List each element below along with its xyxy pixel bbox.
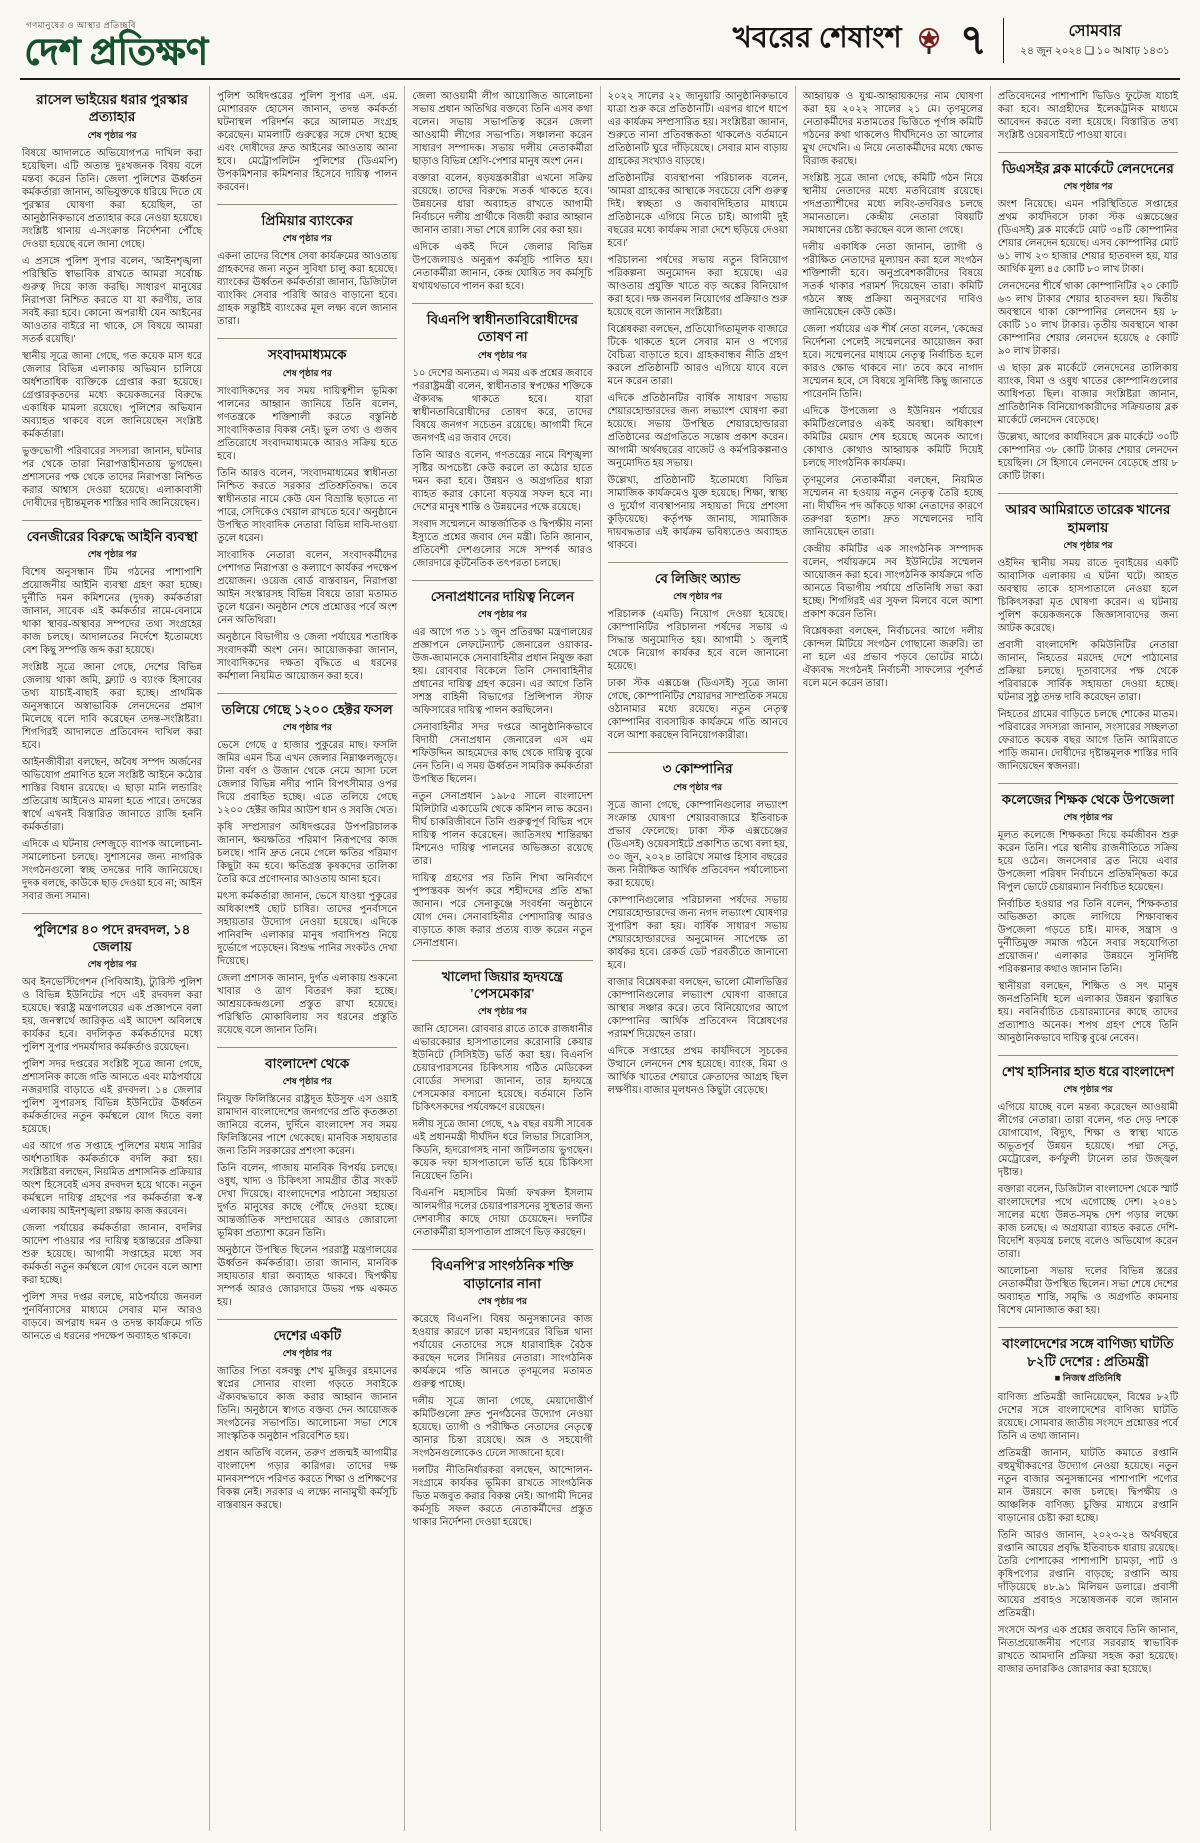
- article: [998, 493, 1178, 783]
- article-body: [217, 250, 397, 328]
- article-paragraph: দলীয় একাধিক নেতা জানান, ত্যাগী ও পরীক্ষিত নেতাদের মূল্যায়ন করা হলে সংগঠন শক্তিশালী হবে। অনুপ্রবেশকারীদের বিষয়ে সতর্ক থাকার পরামর্শ দিয়েছেন তারা। কমিটি গঠনে স্বচ্ছ প্রক্রিয়া অনুসরণের দাবিও জানিয়েছেন কেউ কেউ।: [802, 242, 983, 318]
- article-body: [998, 557, 1178, 773]
- article-body: [608, 608, 788, 742]
- article-paragraph: প্রতিমন্ত্রী জানান, ঘাটতি কমাতে রপ্তানি বহুমুখীকরণের উদ্যোগ নেওয়া হয়েছে। নতুন নতুন বাজার অনুসন্ধানের পাশাপাশি পণ্যের মান উন্নয়নে কাজ চলছে। দ্বিপক্ষীয় ও আঞ্চলিক বাণিজ্য চুক্তির মাধ্যমে রপ্তানি বাড়ানোর চেষ্টা করা হচ্ছে।: [997, 1447, 1179, 1524]
- article: [998, 1055, 1178, 1327]
- article: [998, 1327, 1178, 1686]
- continued-from-label: শেষ পৃষ্ঠার পর: [87, 548, 137, 559]
- article-body: [998, 829, 1178, 1045]
- article: [22, 520, 202, 913]
- article-paragraph: জেলা প্রশাসক জানান, দুর্গত এলাকায় শুকনো খাবার ও ত্রাণ বিতরণ করা হচ্ছে। আশ্রয়কেন্দ্রগুলো প্রস্তুত রাখা হয়েছে। পরিস্থিতি মোকাবিলায় সব ধরনের প্রস্তুতি রয়েছে বলে জানান তিনি।: [217, 972, 398, 1036]
- continued-from-label: শেষ পৃষ্ঠার পর: [282, 367, 332, 378]
- article-headline: বাংলাদেশ থেকে: [265, 1055, 350, 1071]
- article-paragraph: বিশ্লেষকরা বলছেন, প্রতিযোগিতামূলক বাজারে টিকে থাকতে হলে সেবার মান ও পণ্যের বৈচিত্র্য বাড়াতে হবে। গ্রাহকবান্ধব নীতি গ্রহণ করলে প্রতিষ্ঠানটি আরও এগিয়ে যাবে বলে মনে করেন তারা।: [607, 324, 788, 387]
- article-paragraph: তিনি আরও বলেন, 'সংবাদমাধ্যমের স্বাধীনতা নিশ্চিত করতে সরকার প্রতিশ্রুতিবদ্ধ। তবে স্বাধীনতার নামে কেউ যেন বিভ্রান্তি ছড়াতে না পারে, সেদিকেও খেয়াল রাখতে হবে।' অনুষ্ঠানে উপস্থিত সাংবাদিক নেতারা বিভিন্ন দাবি-দাওয়া তুলে ধরেন।: [217, 467, 398, 544]
- article-paragraph: বক্তারা বলেন, ডিজিটাল বাংলাদেশ থেকে স্মার্ট বাংলাদেশের পথে এগোচ্ছে দেশ। ২০৪১ সালের মধ্যে উন্নত-সমৃদ্ধ দেশ গড়ার লক্ষ্যে কাজ চলছে। এ অগ্রযাত্রা ব্যাহত করতে দেশি-বিদেশি ষড়যন্ত্র চলছে বলেও অভিযোগ করেন তারা।: [997, 1184, 1179, 1261]
- article-headline: বাংলাদেশের সঙ্গে বাণিজ্য ঘাটতি ৮২টি দেশের : প্রতিমন্ত্রী: [1002, 1336, 1174, 1369]
- article-paragraph: প্রতিবেদনের পাশাপাশি ভিডিও ফুটেজ যাচাই করা হবে। আগ্রহীদের ইলেকট্রনিক মাধ্যমে আবেদন করতে বলা হয়েছে। বিস্তারিত তথ্য সংশ্লিষ্ট ওয়েবসাইটে পাওয়া যাবে।: [997, 91, 1179, 141]
- article-paragraph: জেলা পর্যায়ের কর্মকর্তারা জানান, বদলির আদেশ পাওয়ার পর দায়িত্ব হস্তান্তরের প্রক্রিয়া শুরু হয়েছে। আগামী সপ্তাহের মধ্যে সব কর্মকর্তা নতুন কর্মস্থলে যোগ দেবেন বলে আশা করা হচ্ছে।: [22, 1223, 203, 1287]
- continued-from-label: শেষ পৃষ্ঠার পর: [477, 349, 527, 360]
- article: [608, 752, 788, 1106]
- article-paragraph: আহ্বায়ক ও যুগ্ম-আহ্বায়কদের নাম ঘোষণা করা হয় ২০২২ সালের ২১ মে। তৃণমূলের নেতাকর্মীদের মতামতের ভিত্তিতে পূর্ণাঙ্গ কমিটি গঠনের কথা থাকলেও দীর্ঘদিনেও তা আলোর মুখ দেখেনি। এ নিয়ে নেতাকর্মীদের মধ্যে ক্ষোভ বিরাজ করছে।: [802, 91, 983, 167]
- article-paragraph: জেলা আওয়ামী লীগ আয়োজিত আলোচনা সভায় প্রধান অতিথির বক্তব্যে তিনি এসব কথা বলেন। সভায় সভাপতিত্ব করেন জেলা আওয়ামী লীগের সভাপতি। সঞ্চালনা করেন সাধারণ সম্পাদক। সভায় দলীয় নেতাকর্মীরা ছাড়াও বিভিন্ন শ্রেণি-পেশার মানুষ অংশ নেন।: [412, 91, 593, 167]
- continued-from-label: শেষ পৃষ্ঠার পর: [477, 1006, 527, 1017]
- article-headline: প্রিমিয়ার ব্যাংকের: [261, 213, 353, 228]
- article: [22, 913, 202, 1354]
- article-body: [217, 1093, 397, 1309]
- article-paragraph: স্থানীয়রা বলছেন, শিক্ষিত ও সৎ মানুষ জনপ্রতিনিধি হলে এলাকার উন্নয়ন ত্বরান্বিত হয়। নবনির্বাচিত চেয়ারম্যানের কাছে তাদের প্রত্যাশাও অনেক। শপথ গ্রহণ শেষে তিনি আনুষ্ঠানিকভাবে দায়িত্ব বুঝে নেবেন।: [997, 981, 1179, 1045]
- article-paragraph: ভেসে গেছে ৫ হাজার পুকুরের মাছ। ফসলি জমির এমন চিত্র এখন জেলার নিম্নাঞ্চলজুড়ে। টানা বর্ষণ ও উজান থেকে নেমে আসা ঢলে জেলার বিভিন্ন নদীর পানি বিপৎসীমার ওপর দিয়ে প্রবাহিত হচ্ছে। এতে তলিয়ে গেছে ১২০০ হেক্টর জমির আউশ ধান ও সবজি খেত।: [217, 739, 398, 816]
- article-body: [22, 566, 202, 903]
- article: [998, 88, 1178, 152]
- news-column: [795, 86, 990, 1831]
- article-headline: পুলিশের ৪০ পদে রদবদল, ১৪ জেলায়: [33, 921, 191, 955]
- continued-from-label: শেষ পৃষ্ঠার পর: [87, 129, 137, 140]
- article-paragraph: ১০ দেশের অন্যতম। এ সময় এক প্রশ্নের জবাবে পররাষ্ট্রমন্ত্রী বলেন, স্বাধীনতার স্বপক্ষের শক্তিকে ঐক্যবদ্ধ থাকতে হবে। যারা স্বাধীনতাবিরোধীদের তোষণ করে, তাদের বিষয়ে জনগণ সচেতন রয়েছে। আগামী দিনে জনগণই এর জবাব দেবে।: [412, 367, 593, 444]
- article-headline: কলেজের শিক্ষক থেকে উপজেলা: [1001, 791, 1175, 807]
- article-paragraph: এদিকে এ ঘটনায় দেশজুড়ে ব্যাপক আলোচনা-সমালোচনা চলছে। সুশাসনের জন্য নাগরিক সংগঠনগুলো স্বচ্ছ তদন্তের দাবি জানিয়েছে। দুদক বলছে, কাউকে ছাড় দেওয়া হবে না; আইন সবার জন্য সমান।: [22, 838, 203, 902]
- article-body: [217, 385, 397, 683]
- continued-from-label: শেষ পৃষ্ঠার পর: [282, 1076, 332, 1087]
- article-body: [412, 626, 592, 950]
- article-headline: বে লিজিং অ্যান্ড: [654, 571, 741, 586]
- date-line: ২৪ জুন ২০২৪ ❑ ১০ আষাঢ় ১৪৩১: [1020, 46, 1170, 58]
- article-paragraph: এদিকে উপজেলা ও ইউনিয়ন পর্যায়ের কমিটিগুলোরও একই অবস্থা। অধিকাংশ কমিটির মেয়াদ শেষ হয়েছে অনেক আগে। কোথাও কোথাও আহ্বায়ক কমিটি দিয়েই চলছে সাংগঠনিক কার্যক্রম।: [802, 406, 983, 469]
- article-paragraph: অনুষ্ঠানে উপস্থিত ছিলেন পররাষ্ট্র মন্ত্রণালয়ের ঊর্ধ্বতন কর্মকর্তারা। তারা জানান, মানবিক সহায়তার ধারা অব্যাহত থাকবে। দ্বিপক্ষীয় সম্পর্ক আরও জোরদারে উভয় পক্ষ একমত হয়।: [217, 1245, 398, 1309]
- article-headline: তলিয়ে গেছে ১২০০ হেক্টর ফসল: [221, 701, 393, 717]
- article: [217, 88, 397, 204]
- continued-from-label: শেষ পৃষ্ঠার পর: [1063, 812, 1113, 823]
- article-paragraph: এদিকে সপ্তাহের প্রথম কার্যদিবসে সূচকের উত্থানে লেনদেন শেষ হয়েছে। ব্যাংক, বিমা ও আর্থিক খাতের শেয়ারে ক্রেতাদের আগ্রহ ছিল লক্ষণীয়। বাজার মূলধনও কিছুটা বেড়েছে।: [607, 1045, 788, 1096]
- continued-from-label: শেষ পৃষ্ঠার পর: [1063, 539, 1113, 550]
- article-paragraph: দায়িত্ব গ্রহণের পর তিনি শিখা অনির্বাণে পুষ্পস্তবক অর্পণ করে শহীদদের প্রতি শ্রদ্ধা জানান। পরে সেনাকুঞ্জে সংবর্ধনা অনুষ্ঠানে যোগ দেন। সেনাবাহিনীর পেশাদারিত্ব আরও বাড়াতে কাজ করার প্রত্যয় ব্যক্ত করেন নতুন সেনাপ্রধান।: [412, 872, 593, 949]
- article-paragraph: জেলা পর্যায়ের এক শীর্ষ নেতা বলেন, 'কেন্দ্রের নির্দেশনা পেলেই সম্মেলনের আয়োজন করা হবে। সম্মেলনের মাধ্যমে নেতৃত্ব নির্বাচিত হলে কারও ক্ষোভ থাকবে না।' তবে কবে নাগাদ সম্মেলন হবে, সে বিষয়ে সুনির্দিষ্ট কিছু জানাতে পারেননি তিনি।: [802, 324, 983, 400]
- page-number: ৭: [959, 17, 987, 64]
- article-paragraph: নিহতের গ্রামের বাড়িতে চলছে শোকের মাতম। পরিবারের সদস্যরা জানান, সংসারের সচ্ছলতা ফেরাতে কয়েক বছর আগে তিনি আমিরাতে পাড়ি জমান। দোষীদের দৃষ্টান্তমূলক শাস্তির দাবি জানিয়েছেন স্বজনরা।: [997, 708, 1179, 772]
- article-paragraph: নিযুক্ত ফিলিস্তিনের রাষ্ট্রদূত ইউসুফ এস ওয়াই রামাদান বাংলাদেশের জনগণের প্রতি কৃতজ্ঞতা জানিয়ে বলেন, দুর্দিনে বাংলাদেশ সব সময় ফিলিস্তিনের পাশে থেকেছে। মানবিক সহায়তার জন্য তিনি সরকারের প্রশংসা করেন।: [217, 1094, 398, 1158]
- continued-from-label: শেষ পৃষ্ঠার পর: [282, 1348, 332, 1359]
- article-paragraph: দলটির নীতিনির্ধারকরা বলছেন, আন্দোলন-সংগ্রামে কার্যকর ভূমিকা রাখতে সাংগঠনিক ভিত মজবুত করার বিকল্প নেই। আগামী দিনের কর্মসূচি সফল করতে নেতাকর্মীদের প্রস্তুত থাকার নির্দেশনা দেওয়া হয়েছে।: [412, 1464, 593, 1528]
- article-paragraph: এ প্রসঙ্গে পুলিশ সুপার বলেন, 'আইনশৃঙ্খলা পরিস্থিতি স্বাভাবিক রাখতে আমরা সর্বোচ্চ গুরুত্ব দিয়ে কাজ করছি। সাধারণ মানুষের নিরাপত্তা নিশ্চিত করতে যা যা করণীয়, তার সবই করা হবে। কোনো অপরাধী যেন আইনের আওতার বাইরে না থাকে, সে বিষয়ে আমরা সতর্ক রয়েছি।': [22, 255, 203, 345]
- article-headline: আরব আমিরাতে তারেক খানের হামলায়: [1005, 502, 1171, 535]
- article: [412, 1249, 592, 1539]
- newspaper-logo: [24, 19, 208, 71]
- article-paragraph: তৃণমূলের নেতাকর্মীরা বলছেন, নিয়মিত সম্মেলন না হওয়ায় নতুন নেতৃত্ব তৈরি হচ্ছে না। দীর্ঘদিন পদ আঁকড়ে থাকা নেতাদের কারণে তরুণরা হতাশ। দ্রুত সম্মেলনের দাবি জানিয়েছেন তারা।: [802, 475, 983, 538]
- article-paragraph: বাণিজ্য প্রতিমন্ত্রী জানিয়েছেন, বিশ্বের ৮২টি দেশের সঙ্গে বাংলাদেশের বাণিজ্য ঘাটতি রয়েছে। সোমবার জাতীয় সংসদে প্রশ্নোত্তর পর্বে তিনি এ তথ্য জানান।: [997, 1391, 1179, 1442]
- article-paragraph: মৎস্য কর্মকর্তারা জানান, ভেসে যাওয়া পুকুরের অধিকাংশই ছোট চাষির। তাদের পুনর্বাসনে সহায়তার উদ্যোগ নেওয়া হয়েছে। এদিকে পানিবন্দি এলাকার মানুষ গবাদিপশু নিয়ে দুর্ভোগে পড়েছেন। বিশুদ্ধ পানির সংকটও দেখা দিয়েছে।: [217, 890, 398, 967]
- article-paragraph: এ ছাড়া ব্লক মার্কেটে লেনদেনের তালিকায় ব্যাংক, বিমা ও ওষুধ খাতের কোম্পানিগুলোর আধিপত্য ছিল। বাজার সংশ্লিষ্টরা জানান, প্রাতিষ্ঠানিক বিনিয়োগকারীদের সক্রিয়তায় ব্লক মার্কেটে লেনদেন বেড়েছে।: [997, 363, 1179, 427]
- article-paragraph: নির্বাচিত হওয়ার পর তিনি বলেন, 'শিক্ষকতার অভিজ্ঞতা কাজে লাগিয়ে শিক্ষাবান্ধব উপজেলা গড়তে চাই। মাদক, সন্ত্রাস ও দুর্নীতিমুক্ত সমাজ গঠনে সবার সহযোগিতা প্রয়োজন।' এলাকার উন্নয়নে সুনির্দিষ্ট পরিকল্পনার কথাও জানান তিনি।: [997, 899, 1179, 976]
- article-paragraph: প্রধান অতিথি বলেন, তরুণ প্রজন্মই আগামীর বাংলাদেশ গড়ার কারিগর। তাদের দক্ষ মানবসম্পদে পরিণত করতে শিক্ষা ও প্রশিক্ষণের বিকল্প নেই। সরকার এ লক্ষ্যে নানামুখী কর্মসূচি বাস্তবায়ন করছে।: [217, 1448, 398, 1512]
- article-paragraph: এগিয়ে যাচ্ছে বলে মন্তব্য করেছেন আওয়ামী লীগের নেতারা। তারা বলেন, গত দেড় দশকে যোগাযোগ, বিদ্যুৎ, শিক্ষা ও স্বাস্থ্য খাতে অভূতপূর্ব উন্নয়ন হয়েছে। পদ্মা সেতু, মেট্রোরেল, কর্ণফুলী টানেল তার উজ্জ্বল দৃষ্টান্ত।: [997, 1102, 1179, 1179]
- article-paragraph: সাংবাদিক নেতারা বলেন, সংবাদকর্মীদের পেশাগত নিরাপত্তা ও কল্যাণে কার্যকর পদক্ষেপ প্রয়োজন। ওয়েজ বোর্ড বাস্তবায়ন, নিরাপত্তা আইন সংস্কারসহ বিভিন্ন বিষয়ে তারা মতামত তুলে ধরেন। অনুষ্ঠান শেষে প্রশ্নোত্তর পর্বে অংশ নেন অতিথিরা।: [217, 549, 398, 626]
- article-headline: শেখ হাসিনার হাত ধরে বাংলাদেশ: [1001, 1064, 1175, 1080]
- news-column: [20, 86, 209, 1831]
- article-paragraph: আইনজীবীরা বলছেন, অবৈধ সম্পদ অর্জনের অভিযোগ প্রমাণিত হলে সংশ্লিষ্ট আইনে কঠোর শাস্তির বিধান রয়েছে। এ ছাড়া মানি লন্ডারিং প্রতিরোধ আইনেও মামলা হতে পারে। তদন্তের স্বার্থে এখনই বিস্তারিত জানাতে রাজি হননি কর্মকর্তারা।: [22, 756, 203, 833]
- article: [412, 303, 592, 580]
- article-headline: বিএনপি স্বাধীনতাবিরোধীদের তোষণ না: [426, 312, 579, 345]
- article-paragraph: স্থানীয় সূত্রে জানা গেছে, গত কয়েক মাস ধরে জেলার বিভিন্ন এলাকায় অভিযান চালিয়ে অর্ধশতাধিক ব্যক্তিকে গ্রেপ্তার করা হয়েছে। গ্রেপ্তারকৃতদের মধ্যে কয়েকজনের বিরুদ্ধে একাধিক মামলা রয়েছে। পুলিশের অভিযান অব্যাহত থাকবে বলে জানিয়েছেন সংশ্লিষ্ট কর্মকর্তারা।: [22, 350, 203, 440]
- article-headline: দেশের একটি: [273, 1328, 342, 1344]
- article-paragraph: তিনি আরও জানান, ২০২৩-২৪ অর্থবছরে রপ্তানি আয়ের প্রবৃদ্ধি ইতিবাচক ধারায় রয়েছে। তৈরি পোশাকের পাশাপাশি চামড়া, পাট ও কৃষিপণ্যের রপ্তানি বাড়ছে; রপ্তানি আয় দাঁড়িয়েছে ৪৮.৯১ মিলিয়ন ডলারে। প্রবাসী আয়ের প্রবাহও সন্তোষজনক বলে জানান প্রতিমন্ত্রী।: [997, 1529, 1179, 1619]
- article: [998, 783, 1178, 1055]
- article-headline: বিএনপি'র সাংগঠনিক শক্তি বাড়ানোর নানা: [431, 1258, 574, 1291]
- weekday: সোমবার: [1068, 22, 1122, 40]
- article: [412, 580, 592, 960]
- article-headline: ডিএসইর ব্লক মার্কেটে লেনদেনের: [1002, 161, 1174, 176]
- article-paragraph: এদিকে প্রতিষ্ঠানটির বার্ষিক সাধারণ সভায় শেয়ারহোল্ডারদের জন্য লভ্যাংশ ঘোষণা করা হয়েছে। সভায় উপস্থিত শেয়ারহোল্ডাররা প্রতিষ্ঠানের অগ্রগতিতে সন্তোষ প্রকাশ করেন। আগামী অর্থবছরের বাজেট ও কর্মপরিকল্পনাও অনুমোদিত হয় সভায়।: [607, 393, 788, 469]
- continued-from-label: শেষ পৃষ্ঠার পর: [673, 591, 723, 602]
- article-paragraph: জানি হোসেন। রোববার রাতে তাকে রাজধানীর এভারকেয়ার হাসপাতালের করোনারি কেয়ার ইউনিটে (সিসিইউ) ভর্তি করা হয়। বিএনপি চেয়ারপারসনের চিকিৎসায় গঠিত মেডিকেল বোর্ডের সদস্যরা জানান, তার হৃদযন্ত্রে পেসমেকার বসানো হয়েছে। বর্তমানে তিনি চিকিৎসকদের পর্যবেক্ষণে রয়েছেন।: [412, 1024, 593, 1114]
- article-paragraph: পরিচালক (এমডি) নিয়োগ দেওয়া হয়েছে। কোম্পানিটির পরিচালনা পর্ষদের সভায় এ সিদ্ধান্ত অনুমোদিত হয়। আগামী ১ জুলাই থেকে নিয়োগ কার্যকর হবে বলে জানানো হয়েছে।: [607, 609, 788, 673]
- article-paragraph: বিশেষ অনুসন্ধান টিম গঠনের পাশাপাশি প্রয়োজনীয় আইনি ব্যবস্থা গ্রহণ করা হচ্ছে। দুর্নীতি দমন কমিশনের (দুদক) কর্মকর্তারা জানান, সাবেক এই কর্মকর্তার নামে-বেনামে থাকা স্থাবর-অস্থাবর সম্পদের তথ্য সংগ্রহের কাজ চলছে। আদালতের নির্দেশে ইতোমধ্যে বেশ কিছু সম্পত্তি জব্দ করা হয়েছে।: [22, 566, 203, 656]
- article-paragraph: পুলিশ অধিদপ্তরের পুলিশ সুপার এস. এম. মোশাররফ হোসেন জানান, তদন্ত কর্মকর্তা ঘটনাস্থল পরিদর্শন করে আলামত সংগ্রহ করেছেন। মামলাটি গুরুত্বের সঙ্গে দেখা হচ্ছে এবং দোষীদের দ্রুত আইনের আওতায় আনা হবে। মেট্রোপলিটন পুলিশের (ডিএমপি) উপকমিশনার কমিশনার হিসেবে দায়িত্ব পালন করবেন।: [217, 91, 398, 193]
- article-paragraph: তিনি আরও বলেন, গণতন্ত্রের নামে বিশৃঙ্খলা সৃষ্টির অপচেষ্টা কেউ করলে তা কঠোর হাতে দমন করা হবে। উন্নয়ন ও অগ্রগতির ধারা ব্যাহত করার কোনো ষড়যন্ত্র সফল হবে না। দেশের মানুষ শান্তি ও উন্নয়নের পক্ষে রয়েছে।: [412, 449, 593, 513]
- article-paragraph: এর আগে গত সপ্তাহে পুলিশের মধ্যম সারির অর্ধশতাধিক কর্মকর্তাকে বদলি করা হয়। সংশ্লিষ্টরা বলছেন, নিয়মিত প্রশাসনিক প্রক্রিয়ার অংশ হিসেবেই এসব রদবদল হয়ে থাকে। নতুন কর্মস্থলে দায়িত্ব গ্রহণের পর কর্মকর্তারা স্ব-স্ব এলাকায় আইনশৃঙ্খলা রক্ষায় কাজ করবেন।: [22, 1141, 203, 1218]
- article-body: [412, 90, 592, 293]
- article-paragraph: ২০২২ সালের ২২ জানুয়ারি আনুষ্ঠানিকভাবে যাত্রা শুরু করে প্রতিষ্ঠানটি। এরপর ধাপে ধাপে এর কার্যক্রম সম্প্রসারিত হয়। সংশ্লিষ্টরা জানান, শুরুতে নানা প্রতিবন্ধকতা থাকলেও বর্তমানে প্রতিষ্ঠানটি ঘুরে দাঁড়িয়েছে। সেবার মান বাড়ায় গ্রাহকের সংখ্যাও বাড়ছে।: [607, 91, 788, 167]
- article-body: [217, 739, 397, 1037]
- news-column: [209, 86, 404, 1831]
- article-paragraph: পরিচালনা পর্ষদের সভায় নতুন বিনিয়োগ পরিকল্পনা অনুমোদন করা হয়েছে। এর আওতায় প্রযুক্তি খাতে বড় অঙ্কের বিনিয়োগ করা হবে। দক্ষ জনবল নিয়োগের প্রক্রিয়াও শুরু হয়েছে বলে জানান সংশ্লিষ্টরা।: [607, 255, 788, 318]
- continued-from-label: শেষ পৃষ্ঠার পর: [1063, 1084, 1113, 1095]
- news-column: [600, 86, 795, 1831]
- article-body: [998, 1391, 1178, 1676]
- article-body: [217, 1365, 397, 1512]
- article: [217, 693, 397, 1047]
- article-paragraph: লেনদেনের শীর্ষে থাকা কোম্পানিটির ২০ কোটি ৬৩ লাখ টাকার শেয়ার হাতবদল হয়। দ্বিতীয় অবস্থানে থাকা কোম্পানির লেনদেন হয় ৮ কোটি ১০ লাখ টাকার। তৃতীয় অবস্থানে থাকা কোম্পানির শেয়ার লেনদেন হয়েছে ৫ কোটি ৯০ লাখ টাকার।: [997, 281, 1179, 358]
- article-paragraph: দলীয় সূত্রে জানা গেছে, মেয়াদোত্তীর্ণ কমিটিগুলো দ্রুত পুনর্গঠনের উদ্যোগ নেওয়া হয়েছে। ত্যাগী ও পরীক্ষিত নেতাদের নেতৃত্বে আনার চিন্তা রয়েছে। অঙ্গ ও সহযোগী সংগঠনগুলোকেও ঢেলে সাজানো হবে।: [412, 1395, 593, 1459]
- article-paragraph: সংশ্লিষ্ট সূত্রে জানা গেছে, কমিটি গঠন নিয়ে স্থানীয় নেতাদের মধ্যে মতবিরোধ রয়েছে। পদপ্রত্যাশীদের মধ্যে লবিং-তদবিরও চলছে সমানতালে। কেন্দ্রীয় নেতারা বিষয়টি সমাধানের চেষ্টা করছেন বলে জানা গেছে।: [802, 173, 983, 236]
- article-body: [412, 1313, 592, 1529]
- article: [22, 88, 202, 520]
- continued-from-label: শেষ পৃষ্ঠার পর: [282, 721, 332, 732]
- article: [608, 88, 788, 562]
- article: [217, 204, 397, 338]
- article-paragraph: কৃষি সম্প্রসারণ অধিদপ্তরের উপপরিচালক জানান, ক্ষয়ক্ষতির পরিমাণ নিরূপণের কাজ চলছে। পানি দ্রুত নেমে গেলে ক্ষতির পরিমাণ কিছুটা কম হবে। ক্ষতিগ্রস্ত কৃষকদের তালিকা তৈরি করে প্রণোদনার আওতায় আনা হবে।: [217, 821, 398, 885]
- masthead-right: [733, 10, 1176, 71]
- article-paragraph: বিশ্লেষকরা বলছেন, নির্বাচনের আগে দলীয় কোন্দল মিটিয়ে সংগঠন গোছানো জরুরি। তা না হলে এর প্রভাব পড়বে ভোটের মাঠে। ঐক্যবদ্ধ সংগঠনই নির্বাচনী সাফল্যের পূর্বশর্ত বলে মনে করেন তারা।: [802, 626, 983, 689]
- article-body: [22, 976, 202, 1343]
- article-paragraph: নতুন সেনাপ্রধান ১৯৮৫ সালে বাংলাদেশ মিলিটারি একাডেমি থেকে কমিশন লাভ করেন। দীর্ঘ চাকরিজীবনে তিনি গুরুত্বপূর্ণ বিভিন্ন পদে দায়িত্ব পালন করেছেন। জাতিসংঘ শান্তিরক্ষা মিশনেও দায়িত্ব পালনের অভিজ্ঞতা রয়েছে তার।: [412, 790, 593, 867]
- continued-from-label: শেষ পৃষ্ঠার পর: [1063, 181, 1113, 192]
- date-block: [1003, 18, 1176, 63]
- continued-from-label: শেষ পৃষ্ঠার পর: [673, 781, 723, 792]
- article-paragraph: অব ইনভেস্টিগেশন (পিবিআই), ট্যুরিস্ট পুলিশ ও বিভিন্ন ইউনিটের পদে এই রদবদল করা হয়েছে। স্বরাষ্ট্র মন্ত্রণালয়ের এক প্রজ্ঞাপনে বলা হয়, জনস্বার্থে জারিকৃত এই আদেশ অবিলম্বে কার্যকর হবে। বদলিকৃত কর্মকর্তাদের মধ্যে পুলিশ সুপার পদমর্যাদার কর্মকর্তাও রয়েছেন।: [22, 977, 203, 1054]
- article-paragraph: আলোচনা সভায় দলের বিভিন্ন স্তরের নেতাকর্মীরা উপস্থিত ছিলেন। সভা শেষে দেশের অব্যাহত শান্তি, সমৃদ্ধি ও অগ্রগতি কামনায় বিশেষ মোনাজাত করা হয়।: [997, 1266, 1179, 1317]
- article-paragraph: বক্তারা বলেন, ষড়যন্ত্রকারীরা এখনো সক্রিয় রয়েছে। তাদের বিরুদ্ধে সতর্ক থাকতে হবে। উন্নয়নের ধারা অব্যাহত রাখতে আগামী নির্বাচনে দলীয় প্রার্থীকে বিজয়ী করার আহ্বান জানান তারা। সভা শেষে র‍্যালি বের করা হয়।: [412, 173, 593, 236]
- article-paragraph: বাজার বিশ্লেষকরা বলছেন, ভালো মৌলভিত্তির কোম্পানিগুলোর লভ্যাংশ ঘোষণা বাজারে আস্থার সঞ্চার করে। তবে বিনিয়োগের আগে কোম্পানির আর্থিক প্রতিবেদন বিশ্লেষণের পরামর্শ দিয়েছেন তারা।: [607, 976, 788, 1040]
- article-paragraph: ভুক্তভোগী পরিবারের সদস্যরা জানান, ঘটনার পর থেকে তারা নিরাপত্তাহীনতায় ভুগছেন। প্রশাসনের পক্ষ থেকে তাদের নিরাপত্তা নিশ্চিত করার আশ্বাস দেওয়া হয়েছে। এলাকাবাসী দোষীদের দৃষ্টান্তমূলক শাস্তির দাবি জানিয়েছেন।: [22, 445, 203, 509]
- article-body: [608, 90, 788, 552]
- article-paragraph: উল্লেখ্য, প্রতিষ্ঠানটি ইতোমধ্যে বিভিন্ন সামাজিক কার্যক্রমেও যুক্ত হয়েছে। শিক্ষা, স্বাস্থ্য ও দুর্যোগ ব্যবস্থাপনায় সহায়তা দিয়ে প্রশংসা কুড়িয়েছে। কর্তৃপক্ষ জানায়, সামাজিক দায়বদ্ধতার এই কার্যক্রম ভবিষ্যতেও অব্যাহত থাকবে।: [607, 475, 788, 551]
- article-body: [608, 799, 788, 1097]
- article-paragraph: কেন্দ্রীয় কমিটির এক সাংগঠনিক সম্পাদক বলেন, পর্যায়ক্রমে সব ইউনিটের সম্মেলন আয়োজন করা হবে। সাংগঠনিক কার্যক্রমে গতি আনতে বিভাগীয় পর্যায়ে প্রতিনিধি সভা করা হচ্ছে। শিগগিরই এর সুফল মিলবে বলে আশা প্রকাশ করেন তিনি।: [802, 544, 983, 620]
- article-body: [22, 147, 202, 510]
- article: [803, 88, 983, 700]
- article-paragraph: তিনি বলেন, গাজায় মানবিক বিপর্যয় চলছে। ওষুধ, খাদ্য ও চিকিৎসা সামগ্রীর তীব্র সংকট দেখা দিয়েছে। বাংলাদেশের পাঠানো সহায়তা দুর্গত মানুষের কাছে পৌঁছে দেওয়া হচ্ছে। আন্তর্জাতিক সম্প্রদায়ের আরও জোরালো ভূমিকা প্রত্যাশা করেন তিনি।: [217, 1163, 398, 1240]
- article-paragraph: একনা তাদের বিশেষ সেবা কার্যক্রমের আওতায় গ্রাহকদের জন্য নতুন সুবিধা চালু করা হয়েছে। ব্যাংকের ঊর্ধ্বতন কর্মকর্তারা জানান, ডিজিটাল ব্যাংকিং সেবার পরিধি আরও বাড়ানো হবে। গ্রাহক সন্তুষ্টিই ব্যাংকের মূল লক্ষ্য বলে জানান তারা।: [217, 251, 398, 328]
- news-column: [404, 86, 599, 1831]
- section-ornament-icon: [916, 25, 942, 55]
- article-headline: সেনাপ্রধানের দায়িত্ব নিলেন: [430, 588, 575, 604]
- article-body: [803, 90, 983, 690]
- logo-title: দেশ প্রতিক্ষণ: [24, 32, 208, 73]
- article-paragraph: প্রবাসী বাংলাদেশি কমিউনিটির নেতারা জানান, নিহতের মরদেহ দেশে পাঠানোর প্রক্রিয়া চলছে। দূতাবাসের পক্ষ থেকে পরিবারকে সার্বিক সহায়তা দেওয়া হচ্ছে। ঘটনার সুষ্ঠু তদন্ত দাবি করেছেন তারা।: [997, 639, 1179, 703]
- article: [217, 1319, 397, 1522]
- article: [412, 88, 592, 303]
- continued-from-label: শেষ পৃষ্ঠার পর: [477, 1295, 527, 1306]
- article: [217, 338, 397, 692]
- article-paragraph: ঢাকা স্টক এক্সচেঞ্জ (ডিএসই) সূত্রে জানা গেছে, কোম্পানিটির শেয়ারদর সাম্প্রতিক সময়ে ওঠানামার মধ্যে রয়েছে। নতুন নেতৃত্ব কোম্পানির ব্যবসায়িক কার্যক্রমে গতি আনবে বলে আশা করছেন বিনিয়োগকারীরা।: [607, 678, 788, 742]
- article-paragraph: প্রতিষ্ঠানটির ব্যবস্থাপনা পরিচালক বলেন, 'আমরা গ্রাহকের আস্থাকে সবচেয়ে বেশি গুরুত্ব দিই। স্বচ্ছতা ও জবাবদিহিতার মাধ্যমে প্রতিষ্ঠানকে এগিয়ে নিতে চাই। আগামী দুই বছরের মধ্যে কার্যক্রম সারা দেশে ছড়িয়ে দেওয়া হবে।': [607, 173, 788, 249]
- article-paragraph: পুলিশ সদর দপ্তরের সংশ্লিষ্ট সূত্রে জানা গেছে, প্রশাসনিক কাজে গতি আনতে এবং মাঠপর্যায়ে নজরদারি বাড়াতে এই রদবদল। ১৪ জেলার পুলিশ সুপারসহ বিভিন্ন ইউনিটের ঊর্ধ্বতন কর্মকর্তাদের নতুন কর্মস্থলে যোগ দিতে বলা হয়েছে।: [22, 1059, 203, 1136]
- article-headline: খালেদা জিয়ার হৃদযন্ত্রে 'পেসমেকার': [441, 968, 563, 1002]
- article-body: [412, 1023, 592, 1239]
- article-paragraph: জাতির পিতা বঙ্গবন্ধু শেখ মুজিবুর রহমানের স্বপ্নের সোনার বাংলা গড়তে সবাইকে ঐক্যবদ্ধভাবে কাজ করার আহ্বান জানান তিনি। অনুষ্ঠানে স্বাগত বক্তব্য দেন আয়োজক সংগঠনের সভাপতি। আলোচনা সভা শেষে সাংস্কৃতিক অনুষ্ঠান পরিবেশিত হয়।: [217, 1366, 398, 1443]
- article-body: [998, 198, 1178, 483]
- article-paragraph: পুলিশ সদর দপ্তর বলছে, মাঠপর্যায়ে জনবল পুনর্বিন্যাসের মাধ্যমে সেবার মান আরও বাড়বে। অপরাধ দমন ও তদন্ত কার্যক্রমে গতি আনতে এ ধরনের পদক্ষেপ অব্যাহত থাকবে।: [22, 1292, 203, 1343]
- article: [217, 1047, 397, 1319]
- article: [608, 562, 788, 752]
- article-paragraph: সংবাদ সম্মেলনে আন্তর্জাতিক ও দ্বিপক্ষীয় নানা ইস্যুতে প্রশ্নের জবাব দেন মন্ত্রী। তিনি জানান, প্রতিবেশী দেশগুলোর সঙ্গে সম্পর্ক আরও জোরদারে কূটনৈতিক তৎপরতা চলছে।: [412, 518, 593, 569]
- logo-tagline: গণমানুষের ও আস্থার প্রতিচ্ছবি: [26, 20, 136, 30]
- article-paragraph: মূলত কলেজে শিক্ষকতা দিয়ে কর্মজীবন শুরু করেন তিনি। পরে স্থানীয় রাজনীতিতে সক্রিয় হয়ে ওঠেন। জনসেবার ব্রত নিয়ে এবার উপজেলা পরিষদ নির্বাচনে প্রতিদ্বন্দ্বিতা করে বিপুল ভোটে চেয়ারম্যান নির্বাচিত হয়েছেন।: [997, 830, 1179, 894]
- article-paragraph: সাংবাদিকদের সব সময় দায়িত্বশীল ভূমিকা পালনের আহ্বান জানিয়ে তিনি বলেন, গণতন্ত্রকে শক্তিশালী করতে বস্তুনিষ্ঠ সাংবাদিকতার বিকল্প নেই। ভুল তথ্য ও গুজব প্রতিরোধে সংবাদমাধ্যমকে আরও সক্রিয় হতে হবে।: [217, 385, 398, 462]
- section-title: খবরের শেষাংশ: [732, 22, 902, 54]
- continued-from-label: শেষ পৃষ্ঠার পর: [282, 233, 332, 244]
- news-column: [990, 86, 1180, 1831]
- article-paragraph: বিষয়ে আদালতে অভিযোগপত্র দাখিল করা হয়েছিল। এটি অত্যন্ত দুঃখজনক বিষয় বলে মন্তব্য করেন তিনি। জেলা পুলিশের ঊর্ধ্বতন কর্মকর্তারা জানান, অভিযুক্তকে ধরিয়ে দিতে যে পুরস্কার ঘোষণা করা হয়েছিল, তা আনুষ্ঠানিকভাবে প্রত্যাহার করে নেওয়া হয়েছে। সংশ্লিষ্ট থানায় এ-সংক্রান্ত নির্দেশনা পৌঁছে দেওয়া হয়েছে বলে জানা গেছে।: [22, 147, 203, 250]
- article-paragraph: সেনাবাহিনীর সদর দপ্তরে আনুষ্ঠানিকভাবে বিদায়ী সেনাপ্রধান জেনারেল এস এম শফিউদ্দিন আহমেদের কাছ থেকে দায়িত্ব বুঝে নেন তিনি। এ সময় ঊর্ধ্বতন সামরিক কর্মকর্তারা উপস্থিত ছিলেন।: [412, 721, 593, 785]
- article-body: [998, 90, 1178, 142]
- article-headline: সংবাদমাধ্যমকে: [268, 347, 347, 363]
- article-body: [998, 1101, 1178, 1317]
- article-paragraph: উল্লেখ্য, আগের কার্যদিবসে ব্লক মার্কেটে ৩০টি কোম্পানির ৩৮ কোটি টাকার শেয়ার লেনদেন হয়েছিল। সে হিসাবে লেনদেন বেড়েছে প্রায় ৮ কোটি টাকা।: [997, 432, 1179, 483]
- article-headline: ৩ কোম্পানির: [662, 761, 733, 777]
- article-paragraph: কোম্পানিগুলোর পরিচালনা পর্ষদের সভায় শেয়ারহোল্ডারদের জন্য নগদ লভ্যাংশ ঘোষণার সুপারিশ করা হয়। বার্ষিক সাধারণ সভায় শেয়ারহোল্ডারদের অনুমোদন সাপেক্ষে তা কার্যকর হবে। রেকর্ড ডেট পরবর্তীতে জানানো হবে।: [607, 894, 788, 971]
- article-paragraph: এর আগে গত ১১ জুন প্রতিরক্ষা মন্ত্রণালয়ের প্রজ্ঞাপনে লেফটেন্যান্ট জেনারেল ওয়াকার-উজ-জামানকে সেনাবাহিনীর প্রধান নিযুক্ত করা হয়। রোববার বিকেলে তিনি সেনাবাহিনীর প্রধানের দায়িত্ব গ্রহণ করেন। এর আগে তিনি সশস্ত্র বাহিনী বিভাগের প্রিন্সিপাল স্টাফ অফিসারের দায়িত্ব পালন করছিলেন।: [412, 626, 593, 716]
- article-paragraph: এদিকে একই দিনে জেলার বিভিন্ন উপজেলায়ও অনুরূপ কর্মসূচি পালিত হয়। নেতাকর্মীরা জানান, কেন্দ্র ঘোষিত সব কর্মসূচি যথাযথভাবে পালন করা হবে।: [412, 242, 593, 292]
- article-paragraph: দলীয় সূত্রে জানা গেছে, ৭৯ বছর বয়সী সাবেক এই প্রধানমন্ত্রী দীর্ঘদিন ধরে লিভার সিরোসিস, কিডনি, হৃদরোগসহ নানা জটিলতায় ভুগছেন। কয়েক দফা হাসপাতালে ভর্তি হয়ে চিকিৎসা নিয়েছেন তিনি।: [412, 1119, 593, 1183]
- article-headline: রাসেল ভাইয়ের ধরার পুরস্কার প্রত্যাহার: [36, 92, 188, 125]
- continued-from-label: শেষ পৃষ্ঠার পর: [87, 959, 137, 970]
- article: [998, 152, 1178, 493]
- article-paragraph: অনুষ্ঠানে বিভাগীয় ও জেলা পর্যায়ের শতাধিক সংবাদকর্মী অংশ নেন। আয়োজকরা জানান, সাংবাদিকদের দক্ষতা বৃদ্ধিতে এ ধরনের কর্মশালা নিয়মিত আয়োজন করা হবে।: [217, 631, 398, 682]
- columns: [20, 86, 1180, 1831]
- article-paragraph: অংশ নিয়েছে। এমন পরিস্থিতিতে সপ্তাহের প্রথম কার্যদিবসে ঢাকা স্টক এক্সচেঞ্জের (ডিএসই) ব্লক মার্কেটে মোট ৩৪টি কোম্পানির শেয়ার লেনদেন হয়েছে। এসব কোম্পানির মোট ৬১ লাখ ২৩ হাজার শেয়ার হাতবদল হয়, যার আর্থিক মূল্য ৪৫ কোটি ৮০ লাখ টাকা।: [997, 199, 1179, 276]
- article-paragraph: বিএনপি মহাসচিব মির্জা ফখরুল ইসলাম আলমগীর দলের চেয়ারপারসনের সুস্থতার জন্য দেশবাসীর কাছে দোয়া চেয়েছেন। দলটির নেতাকর্মীরা হাসপাতাল প্রাঙ্গণে ভিড় করছেন।: [412, 1188, 593, 1239]
- article-body: [412, 367, 592, 570]
- article-headline: বেনজীরের বিরুদ্ধে আইনি ব্যবস্থা: [26, 528, 198, 544]
- article-byline: ■ নিজস্ব প্রতিনিধি: [1054, 1373, 1122, 1384]
- article-body: [217, 90, 397, 194]
- article-paragraph: ওইদিন স্থানীয় সময় রাতে দুবাইয়ের একটি আবাসিক এলাকায় এ ঘটনা ঘটে। আহত অবস্থায় তাকে হাসপাতালে নেওয়া হলে চিকিৎসকরা মৃত ঘোষণা করেন। এ ঘটনায় পুলিশ কয়েকজনকে জিজ্ঞাসাবাদের জন্য আটক করেছে।: [997, 557, 1179, 634]
- article-paragraph: সূত্রে জানা গেছে, কোম্পানিগুলোর লভ্যাংশ সংক্রান্ত ঘোষণা শেয়ারবাজারে ইতিবাচক প্রভাব ফেলেছে। ঢাকা স্টক এক্সচেঞ্জের (ডিএসই) ওয়েবসাইটে প্রকাশিত তথ্যে বলা হয়, ৩০ জুন, ২০২৪ তারিখে সমাপ্ত হিসাব বছরের জন্য নিরীক্ষিত আর্থিক প্রতিবেদন পর্যালোচনা করা হয়েছে।: [607, 799, 788, 889]
- article: [412, 960, 592, 1250]
- article-paragraph: সংসদে অপর এক প্রশ্নের জবাবে তিনি জানান, নিত্যপ্রয়োজনীয় পণ্যের সরবরাহ স্বাভাবিক রাখতে আমদানি প্রক্রিয়া সহজ করা হয়েছে। বাজার তদারকিও জোরদার করা হয়েছে।: [997, 1624, 1179, 1675]
- article-paragraph: সংশ্লিষ্ট সূত্রে জানা গেছে, দেশের বিভিন্ন জেলায় থাকা জমি, ফ্ল্যাট ও ব্যাংক হিসাবের তথ্য যাচাই-বাছাই করা হচ্ছে। প্রাথমিক অনুসন্ধানে অস্বাভাবিক লেনদেনের প্রমাণ মিলেছে বলে দাবি করেছেন তদন্ত-সংশ্লিষ্টরা। শিগগিরই আদালতে প্রতিবেদন দাখিল করা হবে।: [22, 661, 203, 751]
- continued-from-label: শেষ পৃষ্ঠার পর: [477, 608, 527, 619]
- masthead: [20, 8, 1180, 80]
- article-paragraph: করেছে বিএনপি। বিষয় অনুসন্ধানের কাজ হওয়ার কারণে ঢাকা মহানগরের বিভিন্ন থানা পর্যায়ের নেতাদের সঙ্গে ধারাবাহিক বৈঠক করছেন দলের সিনিয়র নেতারা। সাংগঠনিক কার্যক্রমে গতি আনতে তৃণমূলের মতামত গুরুত্ব পাচ্ছে।: [412, 1313, 593, 1390]
